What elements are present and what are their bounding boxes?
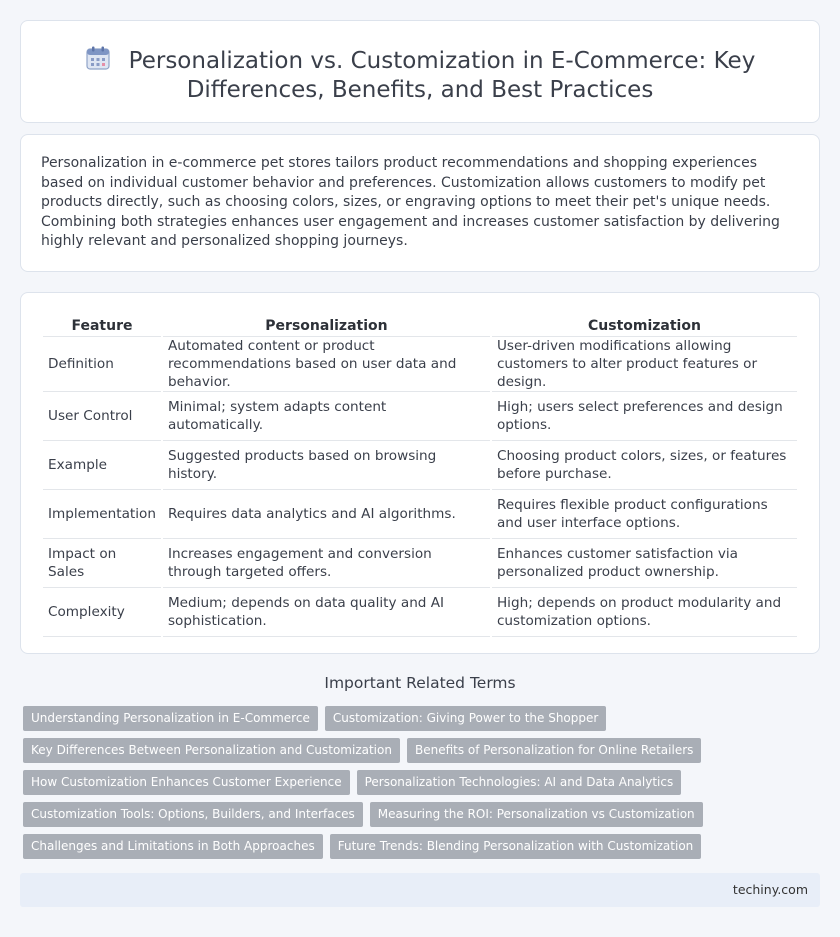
header-customization: Customization: [492, 315, 797, 337]
intro-paragraph: Personalization in e-commerce pet stores tailors product recommendations and shopping experiences based on individual customer behavior and preferences. Customization allows customers to modify pet products directly, such as choosing colors, sizes, or engraving options to meet their pet's unique needs. Combining both strategies enhances user engagement and increases customer satisfaction by delivering highly relevant and personalized shopping journeys.: [41, 155, 780, 250]
page-title-wrap: [21, 45, 819, 105]
feature-cell: Impact on Sales: [43, 539, 161, 588]
table-row: [43, 441, 797, 490]
title-card: [20, 20, 820, 123]
table-row: [43, 337, 797, 392]
tag-row: [23, 770, 681, 795]
tag-row: [23, 738, 701, 763]
personalization-cell: Minimal; system adapts content automatically.: [163, 392, 490, 441]
related-term-link[interactable]: Customization Tools: Options, Builders, and Interfaces: [23, 802, 363, 827]
customization-cell: Requires flexible product configurations and user interface options.: [492, 490, 797, 539]
related-term-link[interactable]: Customization: Giving Power to the Shopper: [325, 706, 607, 731]
footer: [20, 873, 820, 907]
tag-row: [23, 834, 701, 859]
table-row: [43, 588, 797, 637]
tag-row: [23, 802, 703, 827]
table-row: [43, 490, 797, 539]
customization-cell: High; users select preferences and design options.: [492, 392, 797, 441]
personalization-cell: Medium; depends on data quality and AI sophistication.: [163, 588, 490, 637]
table-row: [43, 392, 797, 441]
intro-card: [20, 134, 820, 272]
table-header-row: [43, 315, 797, 337]
related-term-link[interactable]: Key Differences Between Personalization and Customization: [23, 738, 400, 763]
personalization-cell: Suggested products based on browsing history.: [163, 441, 490, 490]
personalization-cell: Automated content or product recommendations based on user data and behavior.: [163, 337, 490, 392]
personalization-cell: Requires data analytics and AI algorithms.: [163, 490, 490, 539]
feature-cell: Complexity: [43, 588, 161, 637]
related-term-link[interactable]: Challenges and Limitations in Both Approaches: [23, 834, 323, 859]
related-term-link[interactable]: Benefits of Personalization for Online Retailers: [407, 738, 701, 763]
personalization-cell: Increases engagement and conversion through targeted offers.: [163, 539, 490, 588]
customization-cell: Enhances customer satisfaction via personalized product ownership.: [492, 539, 797, 588]
header-feature: Feature: [43, 315, 161, 337]
related-term-link[interactable]: How Customization Enhances Customer Experience: [23, 770, 350, 795]
related-terms-heading: Important Related Terms: [324, 674, 516, 692]
feature-cell: Example: [43, 441, 161, 490]
related-term-link[interactable]: Personalization Technologies: AI and Data Analytics: [357, 770, 682, 795]
table-row: [43, 539, 797, 588]
comparison-table: [41, 315, 799, 637]
footer-site-link[interactable]: techiny.com: [732, 882, 808, 897]
customization-cell: Choosing product colors, sizes, or features before purchase.: [492, 441, 797, 490]
comparison-table-card: [20, 292, 820, 654]
related-term-link[interactable]: Measuring the ROI: Personalization vs Customization: [370, 802, 703, 827]
customization-cell: User-driven modifications allowing customers to alter product features or design.: [492, 337, 797, 392]
related-term-link[interactable]: Future Trends: Blending Personalization with Customization: [330, 834, 702, 859]
related-term-link[interactable]: Understanding Personalization in E-Commerce: [23, 706, 318, 731]
customization-cell: High; depends on product modularity and customization options.: [492, 588, 797, 637]
calendar-icon: [85, 45, 111, 71]
tag-row: [23, 706, 606, 731]
page-title: Personalization vs. Customization in E-Commerce: Key Differences, Benefits, and Best Practices: [128, 48, 756, 103]
header-personalization: Personalization: [163, 315, 490, 337]
feature-cell: Implementation: [43, 490, 161, 539]
feature-cell: User Control: [43, 392, 161, 441]
feature-cell: Definition: [43, 337, 161, 392]
